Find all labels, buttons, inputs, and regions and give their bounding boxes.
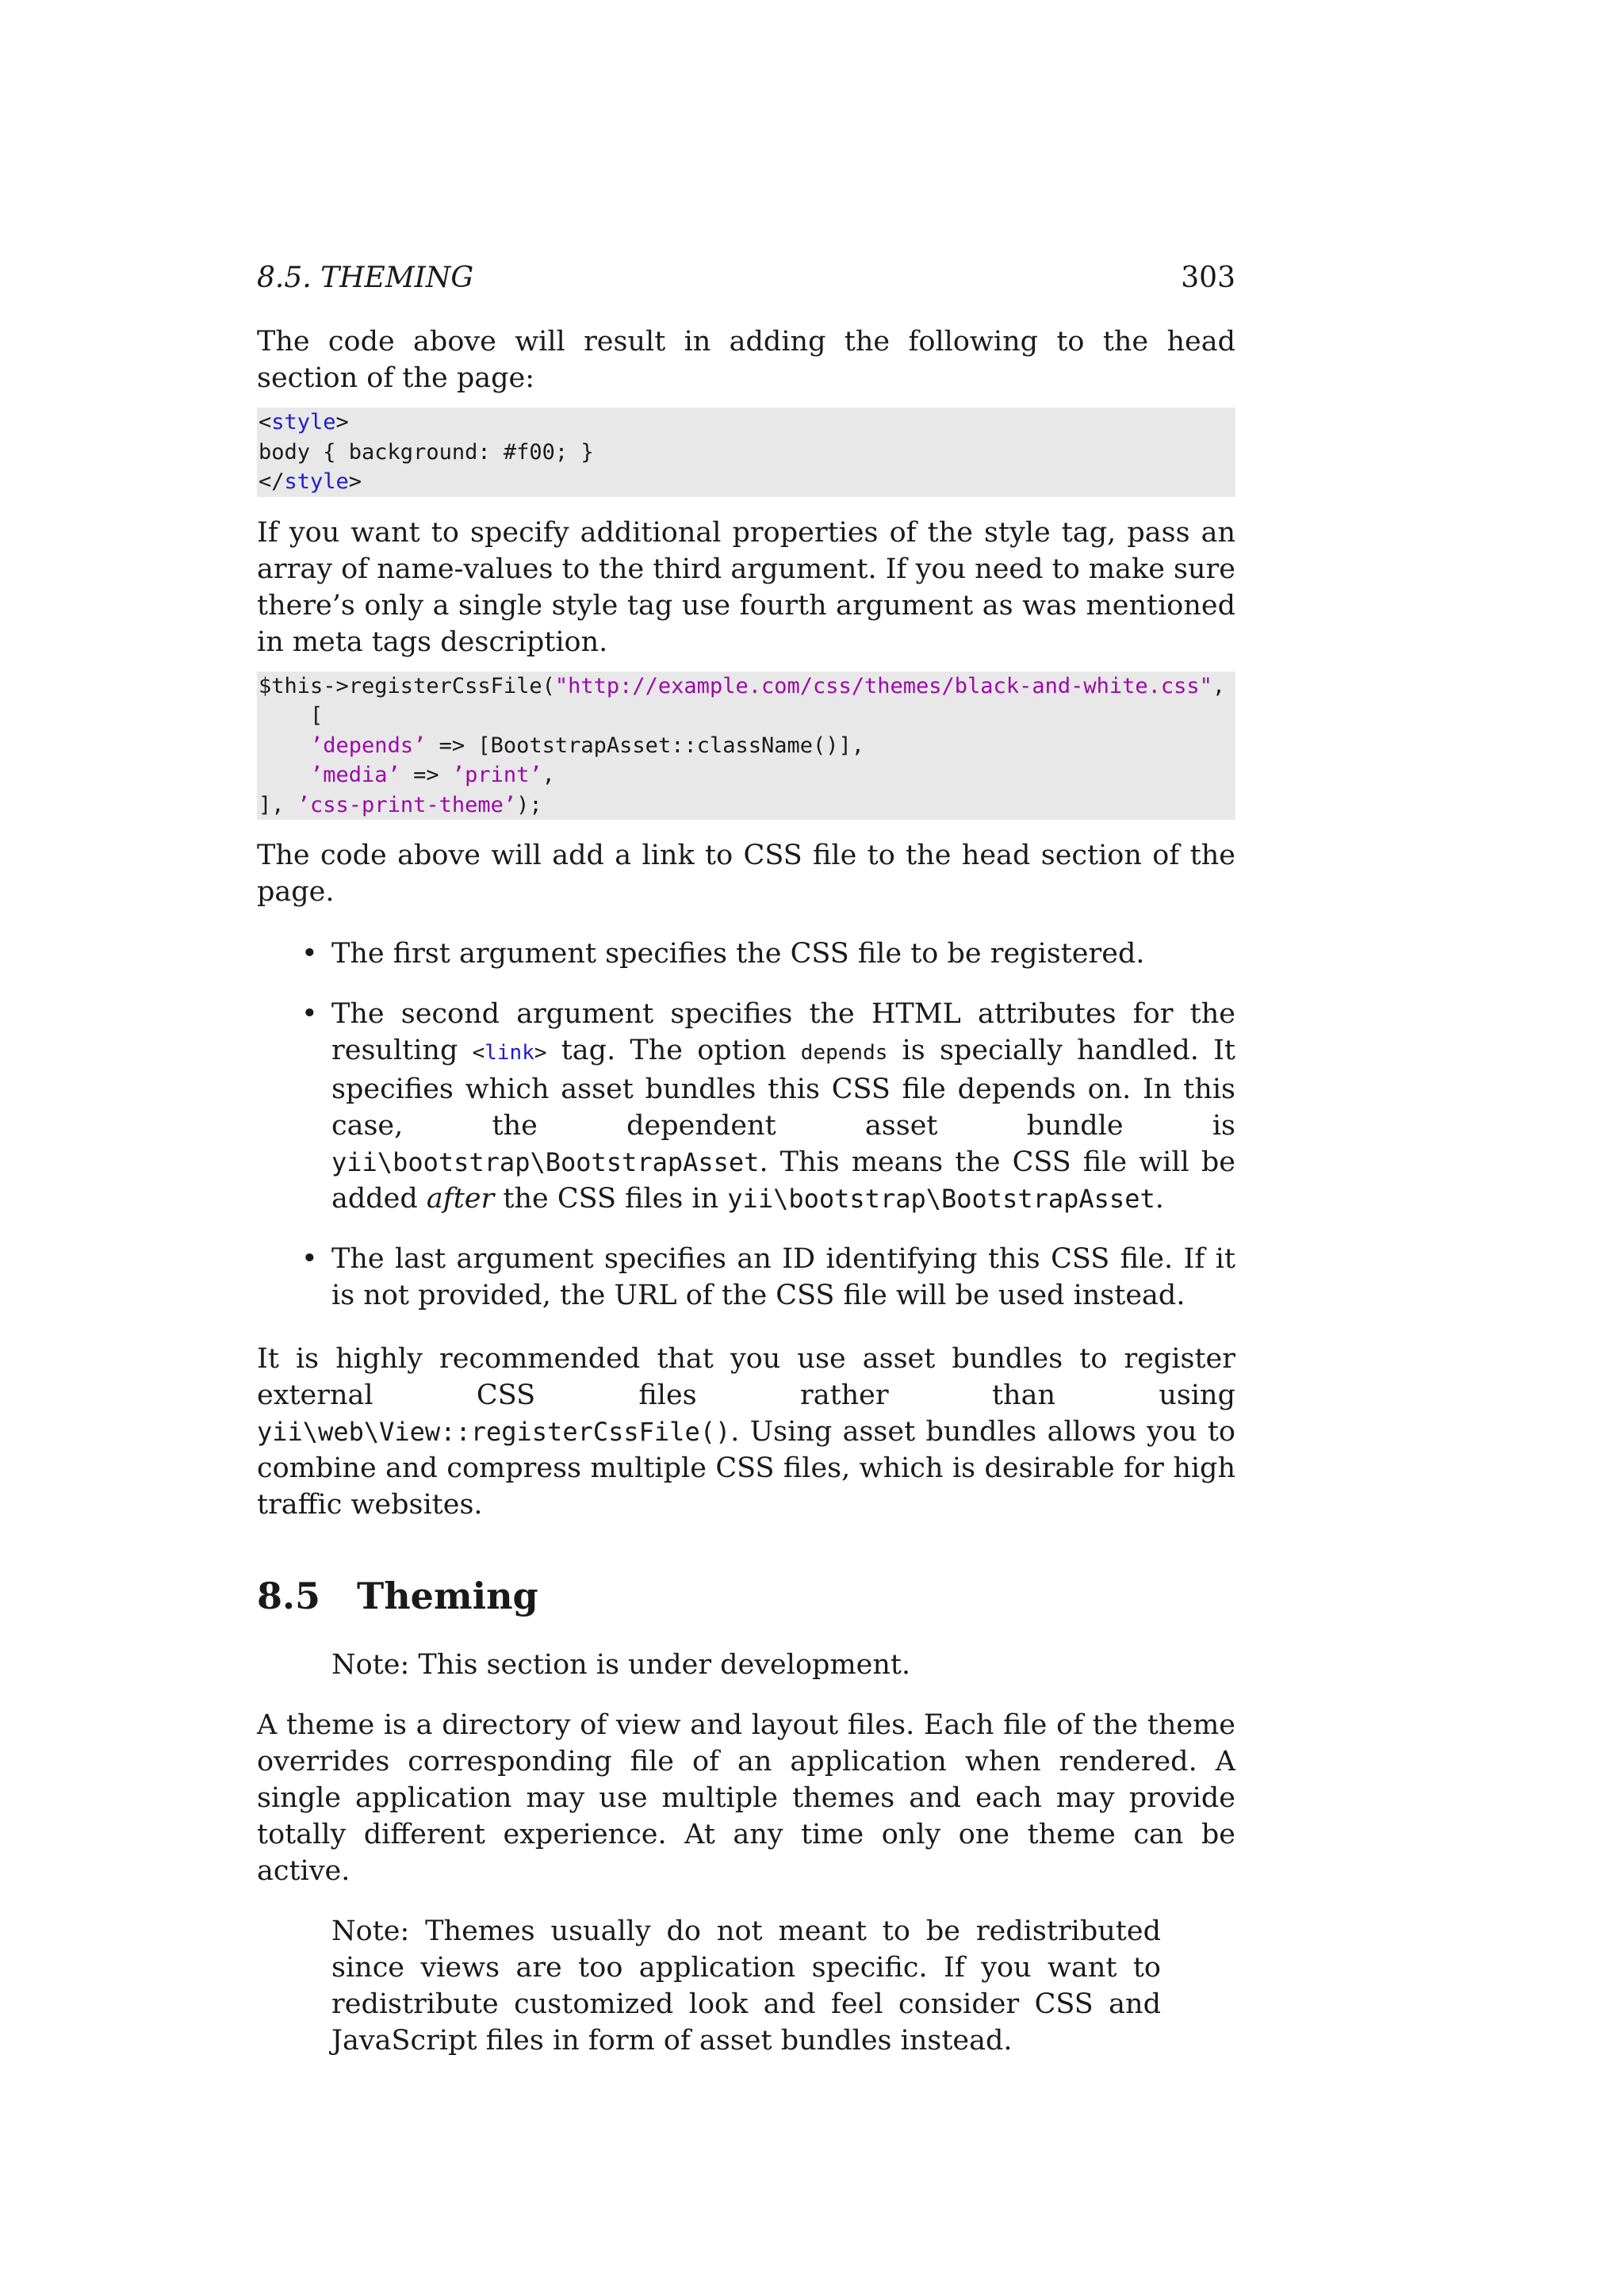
bullet-icon: • (301, 938, 318, 970)
paragraph-theme-definition: A theme is a directory of view and layout files. Each file of the theme overrides corresponding file of an application when rendered. A single application may use multiple themes and each may provide totally different experience. At any time only one theme can be active. (257, 1709, 1235, 1887)
paragraph-intro: The code above will result in adding the following to the head section of the page: (257, 326, 1235, 394)
running-head (257, 262, 1235, 297)
argument-list (257, 936, 1235, 1314)
code-block-style: <style> body { background: #f00; } </style> (257, 408, 1235, 497)
page-number: 303 (1181, 262, 1235, 294)
code-block-register-css-file: $this->registerCssFile("http://example.com/css/themes/black-and-white.css", [ ’depends’ => [BootstrapAsset::className()], ’media’ => ’print’, ], ’css-print-theme’); (257, 672, 1235, 821)
list-item: • The first argument specifies the CSS file to be registered. (257, 936, 1235, 972)
note-under-development: Note: This section is under development. (331, 1649, 911, 1681)
bullet-icon: • (301, 1243, 318, 1275)
paragraph-recommendation: It is highly recommended that you use asset bundles to register external CSS files rather than using yii\web\View::registerCssFile(). Using asset bundles allows you to combine and compress multiple CSS files, which is desirable for high traffic websites. (257, 1343, 1235, 1521)
section-number: 8.5 (257, 1575, 321, 1617)
paragraph-style-properties: If you want to specify additional properties of the style tag, pass an array of name-values to the third argument. If you need to make sure there’s only a single style tag use fourth argument as was mentioned in meta tags description. (257, 516, 1235, 658)
paragraph-link-result: The code above will add a link to CSS file to the head section of the page. (257, 840, 1235, 908)
running-head-section: 8.5. THEMING (257, 262, 474, 294)
list-item: • The second argument specifies the HTML attributes for the resulting <link> tag. The option depends is specially handled. It specifies which asset bundles this CSS file depends on. In this case, the dependent asset bundle is yii\bootstrap\BootstrapAsset. This means the CSS file will be added after the CSS files in yii\bootstrap\BootstrapAsset. (257, 996, 1235, 1217)
bullet-icon: • (301, 998, 318, 1030)
note-redistribution: Note: Themes usually do not meant to be redistributed since views are too application specific. If you want to redistribute customized look and feel consider CSS and JavaScript files in form of asset bundles instead. (331, 1915, 1161, 2057)
list-item: • The last argument specifies an ID identifying this CSS file. If it is not provided, the URL of the CSS file will be used instead. (257, 1241, 1235, 1314)
section-title: Theming (357, 1575, 538, 1617)
document-page (257, 262, 1235, 2083)
section-heading (257, 1574, 1235, 1618)
